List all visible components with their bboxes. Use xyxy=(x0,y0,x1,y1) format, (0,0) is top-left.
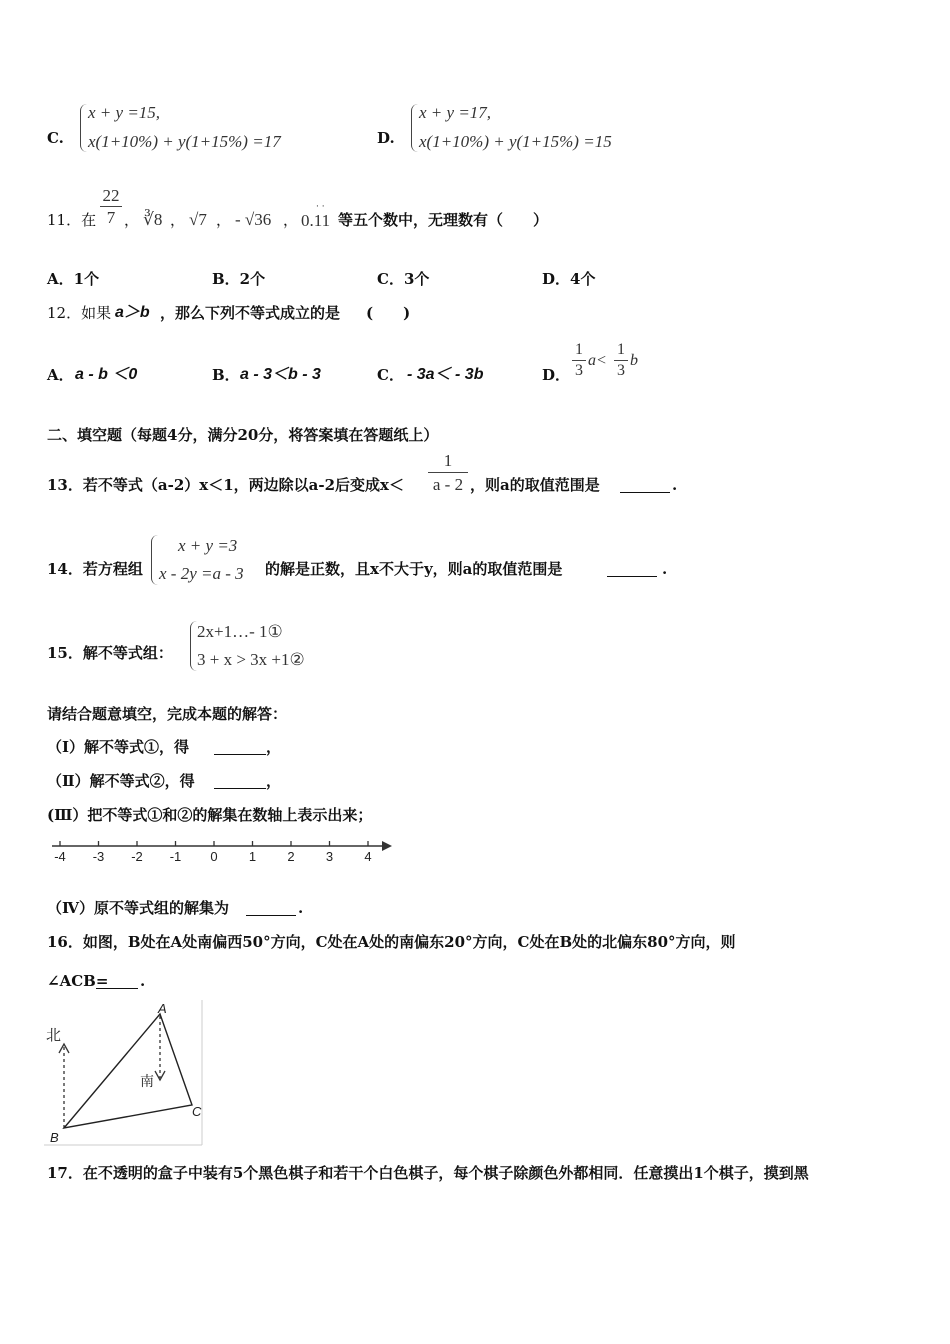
label-c: C xyxy=(192,1104,202,1119)
q12-condition: a＞b xyxy=(115,304,150,321)
q12-d-var: b xyxy=(630,352,638,369)
number-line-arrow xyxy=(382,841,392,851)
q11-repeating-decimal: 0.11 xyxy=(301,211,331,230)
q15-step-2: （Ⅱ）解不等式②，得 xyxy=(47,772,195,790)
axis-tick-label: 0 xyxy=(210,849,218,864)
q11-fraction xyxy=(100,187,122,226)
q12-d-frac-2 xyxy=(614,342,628,379)
q12-d-frac-1 xyxy=(572,342,586,379)
section-2-heading: 二、填空题（每题4分，满分20分，将答案填在答题纸上） xyxy=(47,426,439,444)
q11-cube-root: ∛8 xyxy=(143,210,163,229)
q11-option-b: B．2个 xyxy=(212,270,266,288)
q11-option-d: D．4个 xyxy=(542,270,596,288)
q14-eq1: x + y =3 xyxy=(178,536,238,555)
q14-eq2: x - 2y =a - 3 xyxy=(159,564,244,583)
q11-sep-4: ， xyxy=(283,211,299,229)
q10-d-eq2: x(1+10%) + y(1+15%) =15 xyxy=(419,132,612,151)
label-north: 北 xyxy=(46,1027,62,1044)
q11-repeat-dots: · · xyxy=(316,202,325,212)
q15-intro: 请结合题意填空，完成本题的解答： xyxy=(47,705,288,723)
q10-d-eq1: x + y =17, xyxy=(419,103,492,122)
q14-lead: 14．若方程组 xyxy=(47,560,143,578)
label-a: A xyxy=(158,1001,167,1016)
axis-tick-label: 2 xyxy=(287,849,295,864)
q14-tail: 的解是正数，且x不大于y，则a的取值范围是 xyxy=(265,560,563,578)
q15-brace xyxy=(190,621,197,671)
axis-tick-label: -4 xyxy=(54,849,66,864)
q15-step-2-end: ， xyxy=(266,772,282,790)
q12-paren: ( ) xyxy=(366,304,411,322)
q11-sep-3: ， xyxy=(216,211,232,229)
axis-tick-label: -1 xyxy=(169,849,182,864)
q11-option-a: A．1个 xyxy=(47,270,100,288)
q15-step-4-blank[interactable] xyxy=(246,901,296,919)
q14-answer-blank[interactable] xyxy=(607,562,657,580)
q13-frac-num: 1 xyxy=(443,451,453,470)
q15-ineq1: 2x+1…- 1① xyxy=(197,622,283,641)
q12-option-a-label: A． xyxy=(47,366,74,384)
q15-step-4-end: . xyxy=(298,899,304,917)
q10-option-d-label: D. xyxy=(377,129,395,147)
q12-option-d-label: D． xyxy=(542,366,571,384)
q15-step-1-blank[interactable] xyxy=(214,740,266,758)
q15-step-2-blank[interactable] xyxy=(214,774,266,792)
q13-text: 13．若不等式（a-2）x＜1，两边除以a-2后变成x＜ xyxy=(47,476,404,494)
q16-line-2: ∠ACB= xyxy=(47,972,109,990)
q11-option-c: C．3个 xyxy=(377,270,430,288)
q13-answer-blank[interactable] xyxy=(620,478,670,496)
q11-question-tail: 等五个数中，无理数有（ ） xyxy=(338,211,549,229)
q16-line-1: 16．如图，B处在A处南偏西50°方向，C处在A处的南偏东20°方向，C处在B处的北偏东80°方向，则 xyxy=(47,933,736,951)
q11-frac-num: 22 xyxy=(102,186,120,205)
q12-option-b-label: B． xyxy=(212,366,240,384)
q15-step-1: （Ⅰ）解不等式①，得 xyxy=(47,738,190,756)
q11-sqrt-7: √7 xyxy=(189,210,207,229)
axis-tick-label: 1 xyxy=(248,849,257,864)
q12-d-middle: a< xyxy=(588,352,607,369)
q15-step-1-end: ， xyxy=(266,738,282,756)
q13-tail: ，则a的取值范围是 xyxy=(470,476,600,494)
q11-neg-sqrt-36: - √36 xyxy=(235,210,272,229)
axis-tick-label: -3 xyxy=(92,849,105,864)
label-b: B xyxy=(50,1130,59,1145)
q15-ineq2: 3 + x > 3x +1② xyxy=(197,650,305,669)
q12-option-c-text: - 3a＜ - 3b xyxy=(407,366,484,383)
q13-end: . xyxy=(672,476,678,494)
q16-end: . xyxy=(140,972,146,990)
q12-d-frac-1-den: 3 xyxy=(572,360,586,379)
q10-c-eq1: x + y =15, xyxy=(88,103,161,122)
q14-end: . xyxy=(662,560,668,578)
q13-frac-den: a - 2 xyxy=(428,472,468,493)
q13-fraction xyxy=(428,452,468,493)
q12-tail: ，那么下列不等式成立的是 xyxy=(160,304,341,322)
q11-frac-den: 7 xyxy=(100,206,122,226)
q12-d-frac-2-den: 3 xyxy=(614,360,628,379)
q15-step-4: （Ⅳ）原不等式组的解集为 xyxy=(47,899,230,917)
q10-c-brace xyxy=(80,104,87,152)
axis-tick-label: -2 xyxy=(131,849,143,864)
q10-d-brace xyxy=(411,104,418,152)
label-south: 南 xyxy=(140,1073,154,1089)
q15-step-3: (Ⅲ）把不等式①和②的解集在数轴上表示出来； xyxy=(47,806,373,824)
axis-tick-label: 3 xyxy=(325,849,334,864)
q11-sep-1: ， xyxy=(124,211,140,229)
q16-figure xyxy=(44,1000,206,1148)
q12-option-b-text: a - 3＜b - 3 xyxy=(240,366,321,383)
q12-d-frac-1-num: 1 xyxy=(575,341,583,358)
q15-lead: 15．解不等式组： xyxy=(47,644,173,662)
q12-option-c-label: C． xyxy=(377,366,404,384)
q12-option-a-text: a - b ＜0 xyxy=(75,366,138,383)
q10-option-c-label: C. xyxy=(47,129,64,147)
q16-answer-blank[interactable] xyxy=(96,974,138,992)
number-line xyxy=(48,836,398,870)
q11-number: 11．在 xyxy=(47,211,97,229)
q12-d-frac-2-num: 1 xyxy=(617,341,625,358)
q14-brace xyxy=(151,535,158,585)
q12-lead: 12．如果 xyxy=(47,304,112,322)
triangle-abc xyxy=(64,1014,192,1128)
q17-text: 17．在不透明的盒子中装有5个黑色棋子和若干个白色棋子，每个棋子除颜色外都相同．任意摸出1个棋子，摸到黑 xyxy=(47,1164,809,1182)
axis-tick-label: 4 xyxy=(364,849,372,864)
q10-c-eq2: x(1+10%) + y(1+15%) =17 xyxy=(88,132,281,151)
q11-sep-2: ， xyxy=(170,211,186,229)
